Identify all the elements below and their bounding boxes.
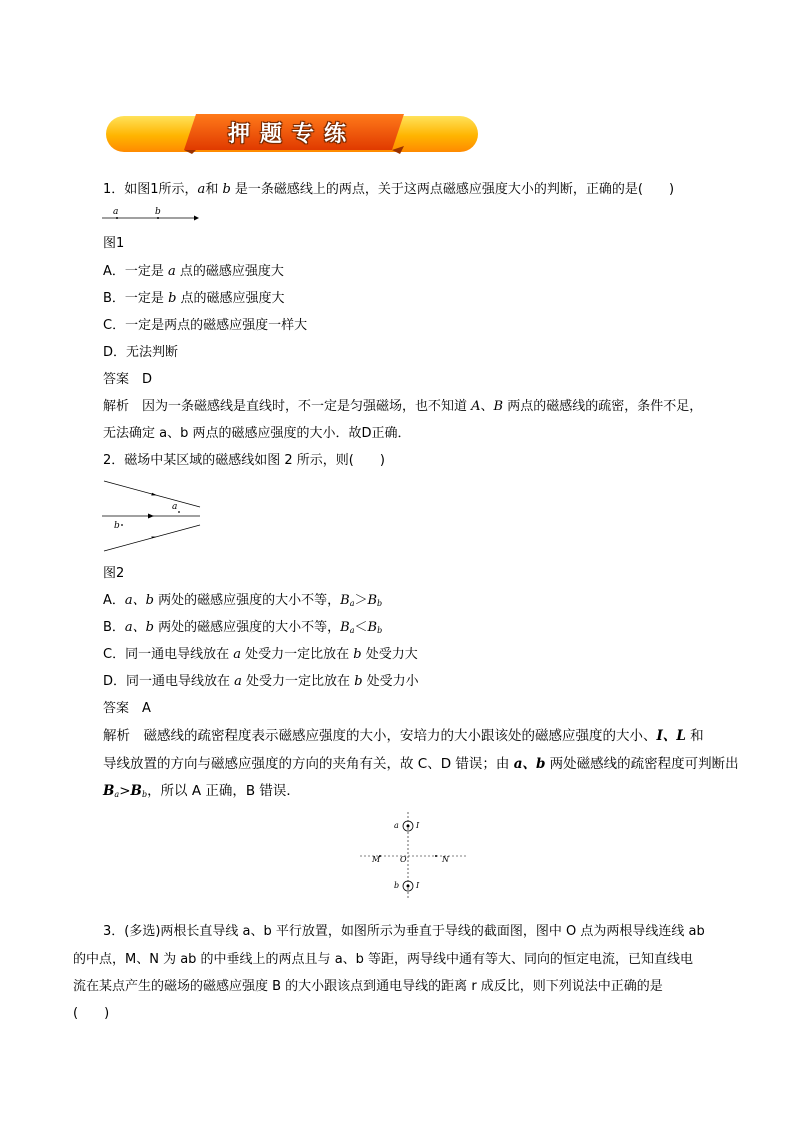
q2-option-a-sub-b: b — [377, 599, 383, 608]
q2-option-b-b-2: B — [367, 620, 378, 635]
q1-analysis-var-b: B — [493, 399, 504, 414]
q1-analysis-sep: 、 — [480, 399, 494, 414]
q2-option-b-label: B． — [103, 620, 125, 635]
q3-stem-line-4: ( ) — [73, 1006, 110, 1021]
q3-stem-line-2: 的中点，M、N 为 ab 的中垂线上的两点且与 a、b 等距，两导线中通有等大、同向的恒定电流，已知直线电 — [73, 952, 694, 967]
figure-2-label-b: b — [114, 521, 120, 531]
q2-analysis-text-5: ，所以 A 正确，B 错误． — [147, 783, 300, 799]
q2-option-a-label: A． — [103, 593, 125, 608]
banner-title: 押题专练 — [227, 122, 356, 147]
q2-analysis-line-1 — [103, 728, 704, 744]
q1-stem-text: 1．如图1所示， — [103, 182, 198, 197]
q2-option-c-var-b: b — [353, 647, 362, 662]
q2-analysis-vars: I、L — [656, 728, 686, 744]
q1-var-b: b — [222, 182, 231, 197]
q2-option-b-sub-a: a — [349, 626, 355, 635]
figure-1-label-b: b — [155, 207, 161, 217]
q2-analysis-vars-2: a、b — [513, 756, 546, 772]
q1-option-d: D．无法判断 — [103, 345, 179, 360]
q2-analysis-text: 解析 磁感线的疏密程度表示磁感应强度的大小，安培力的大小跟该处的磁感应强度的大小、 — [103, 728, 657, 744]
figure-1 — [100, 204, 200, 224]
q2-option-c-text: C．同一通电导线放在 — [103, 647, 234, 662]
q2-analysis-b-2: B — [130, 783, 142, 799]
q2-option-b-sub-b: b — [377, 626, 383, 635]
q2-option-d-var-a: a — [234, 674, 242, 689]
q2-analysis-b: B — [103, 783, 115, 799]
figure-3-label-n: N — [442, 855, 449, 864]
q2-option-c-var-a: a — [233, 647, 241, 662]
q2-option-c-text-2: 处受力一定比放在 — [240, 647, 354, 662]
q1-option-b-text: B．一定是 — [103, 291, 169, 306]
q2-analysis-text-3: 导线放置的方向与磁感应强度的方向的夹角有关，故 C、D 错误；由 — [103, 756, 514, 772]
figure-3-label-m: M — [372, 855, 381, 864]
q2-stem: 2．磁场中某区域的磁感线如图 2 所示，则( ) — [103, 453, 385, 468]
q2-analysis-line-2 — [103, 756, 739, 772]
q2-option-d — [103, 674, 419, 690]
q2-option-c-text-3: 处受力大 — [361, 647, 418, 662]
q1-option-a-text: A．一定是 — [103, 264, 169, 279]
q1-option-a-text-2: 点的磁感应强度大 — [175, 264, 284, 279]
q2-analysis-sub-a: a — [114, 790, 120, 799]
q1-analysis-text-2: 两点的磁感线的疏密，条件不足， — [503, 399, 703, 414]
q2-option-d-text-2: 处受力一定比放在 — [241, 674, 355, 689]
q1-option-a-var: a — [168, 264, 176, 279]
q1-analysis-line-2: 无法确定 a、b 两点的磁感应强度的大小．故D正确． — [103, 426, 411, 441]
q2-option-a-vars: a、b — [124, 593, 154, 608]
q1-option-b — [103, 291, 285, 307]
q2-analysis-op: > — [119, 783, 131, 799]
figure-3-label-o: O — [400, 855, 407, 864]
q3-stem-line-1: 3．(多选)两根长直导线 a、b 平行放置，如图所示为垂直于导线的截面图，图中 O 点为两根导线连线 ab — [103, 924, 705, 939]
q2-analysis-line-3 — [103, 783, 300, 803]
figure-1-caption: 图1 — [103, 236, 125, 251]
q2-option-a-text: 两处的磁感应强度的大小不等， — [153, 593, 341, 608]
q2-option-a-b-2: B — [367, 593, 378, 608]
figure-1-label-a: a — [113, 207, 119, 217]
figure-3-label-a: a — [394, 821, 399, 830]
section-banner — [104, 110, 480, 156]
q1-analysis-var-a: A — [471, 399, 481, 414]
q2-analysis-text-4: 两处磁感线的疏密程度可判断出 — [545, 756, 739, 772]
q2-option-c — [103, 647, 418, 663]
q2-option-d-text-3: 处受力小 — [362, 674, 419, 689]
q1-analysis-line-1 — [103, 399, 702, 415]
figure-2-field-lines — [100, 478, 205, 554]
q2-analysis-sub-b: b — [141, 790, 148, 799]
q1-option-a — [103, 264, 284, 280]
figure-3-label-i-bottom: I — [416, 881, 420, 890]
q2-option-a-sub-a: a — [349, 599, 355, 608]
q2-option-d-var-b: b — [354, 674, 363, 689]
figure-2 — [100, 478, 205, 554]
q2-option-b-b: B — [340, 620, 350, 635]
q1-answer: 答案 D — [103, 372, 153, 387]
q1-analysis-text: 解析 因为一条磁感线是直线时，不一定是匀强磁场，也不知道 — [103, 399, 472, 414]
figure-3 — [360, 812, 470, 902]
q2-option-b — [103, 620, 382, 639]
q2-answer: 答案 A — [103, 701, 151, 716]
q1-stem-text-3: 是一条磁感线上的两点，关于这两点磁感应强度大小的判断，正确的是( ) — [230, 182, 675, 197]
figure-2-label-a: a — [172, 502, 178, 512]
q2-analysis-text-2: 和 — [685, 728, 704, 744]
q2-option-a-op: ＞ — [354, 593, 368, 608]
q2-option-b-op: ＜ — [354, 620, 368, 635]
q1-var-a: a — [197, 182, 206, 197]
q2-option-a — [103, 593, 382, 612]
q3-stem-line-3: 流在某点产生的磁场的磁感应强度 B 的大小跟该点到通电导线的距离 r 成反比，则下列说法中正确的是 — [73, 979, 663, 994]
q1-option-b-text-2: 点的磁感应强度大 — [176, 291, 285, 306]
figure-3-label-i-top: I — [416, 821, 420, 830]
q1-stem — [103, 182, 674, 198]
figure-2-caption: 图2 — [103, 566, 125, 581]
q1-stem-text-2: 和 — [205, 182, 223, 197]
figure-3-label-b: b — [394, 881, 400, 890]
q2-option-b-text: 两处的磁感应强度的大小不等， — [154, 620, 341, 635]
q2-option-a-b: B — [340, 593, 350, 608]
q2-option-b-vars: a、b — [124, 620, 154, 635]
q1-option-b-var: b — [168, 291, 177, 306]
q2-option-d-text: D．同一通电导线放在 — [103, 674, 235, 689]
q1-option-c: C．一定是两点的磁感应强度一样大 — [103, 318, 308, 333]
